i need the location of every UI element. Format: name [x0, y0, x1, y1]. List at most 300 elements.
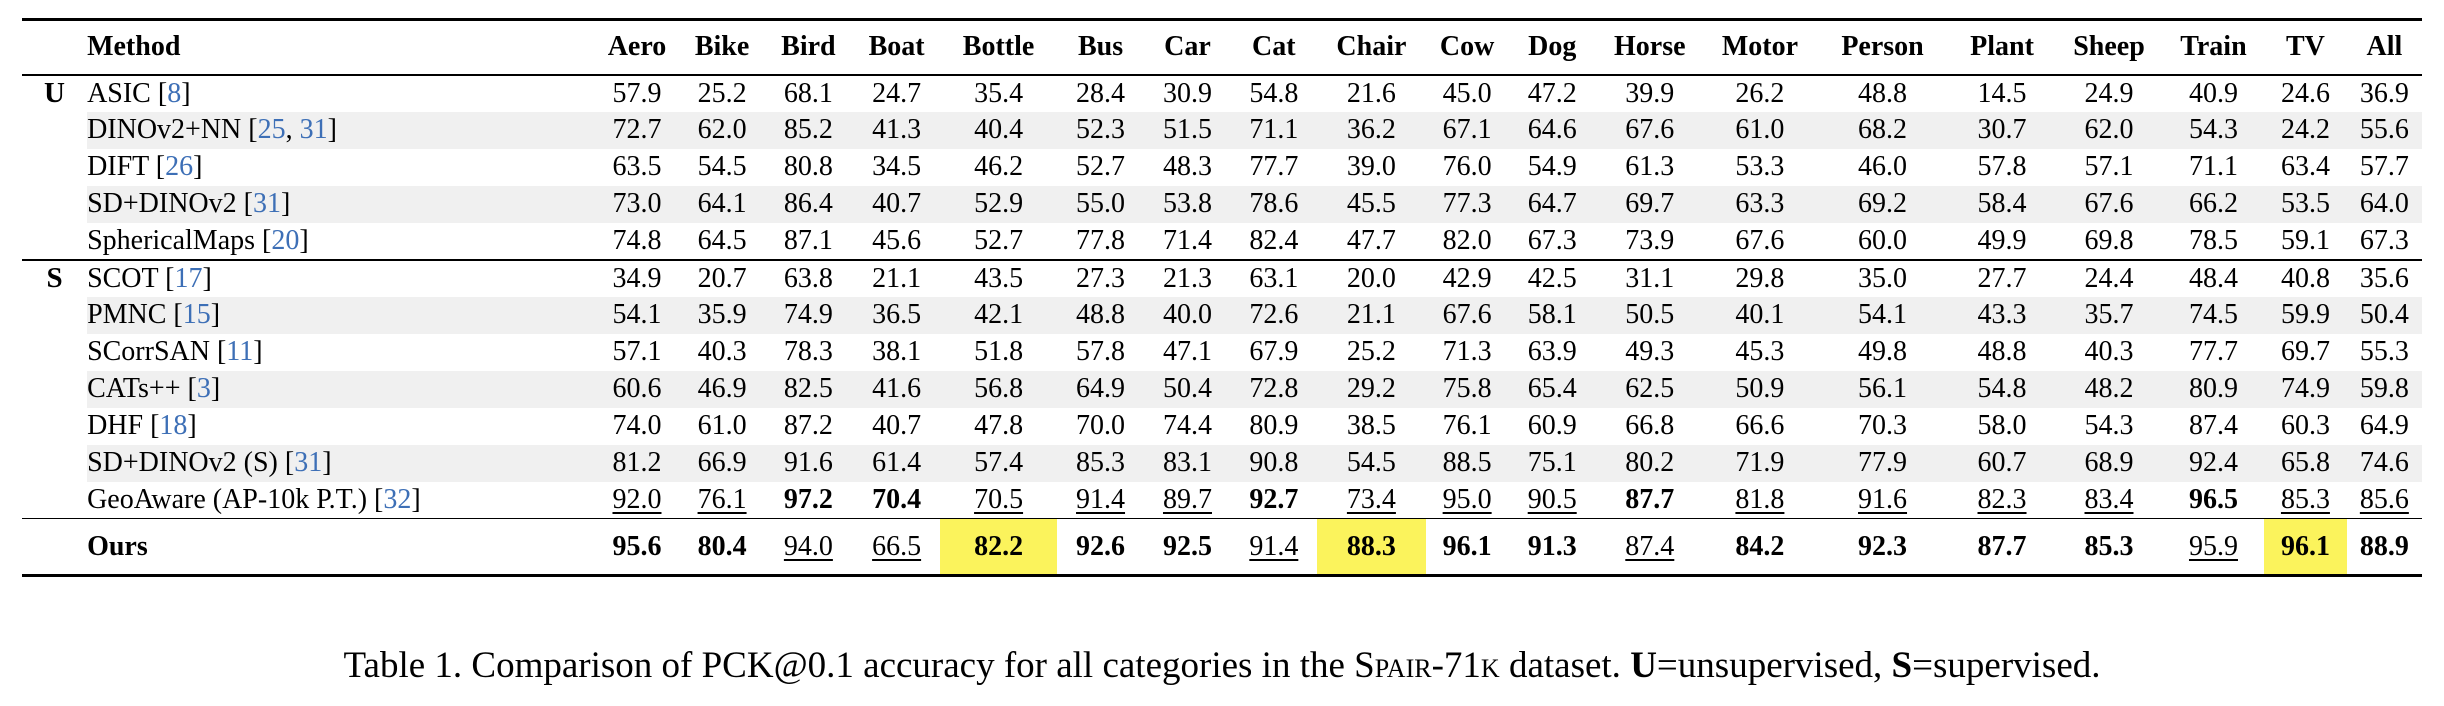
score-cell: 87.4 [2188, 410, 2238, 441]
method-name: SphericalMaps [20] [87, 224, 309, 256]
score-cell: 67.1 [1426, 112, 1509, 149]
score-cell: 57.8 [1977, 151, 2027, 182]
table-caption [0, 644, 2444, 687]
score-cell: 53.8 [1144, 186, 1230, 223]
score-cell: 31.1 [1596, 260, 1704, 297]
score-cell: 78.5 [2188, 224, 2238, 256]
score-cell: 54.8 [1249, 77, 1299, 109]
method-label: SD+DINOv2 (S) [ [87, 447, 295, 478]
table-row [22, 482, 2422, 519]
score-cell: 48.2 [2055, 371, 2163, 408]
score-cell [680, 482, 764, 519]
caption-u-label: U [1630, 645, 1657, 686]
score-value: 83.4 [2084, 483, 2134, 515]
score-cell: 63.1 [1231, 260, 1317, 297]
score-cell: 52.7 [974, 224, 1024, 256]
score-cell [2347, 482, 2422, 519]
score-cell: 80.2 [1596, 445, 1704, 482]
score-cell: 51.5 [1144, 112, 1230, 149]
score-cell: 72.6 [1231, 297, 1317, 334]
score-cell: 55.0 [1057, 186, 1145, 223]
score-cell: 46.9 [680, 371, 764, 408]
score-cell: 70.4 [872, 483, 922, 515]
score-cell: 60.3 [2280, 410, 2330, 441]
score-cell: 76.0 [1442, 151, 1492, 182]
score-cell: 57.8 [1076, 336, 1126, 367]
score-cell: 29.2 [1317, 371, 1426, 408]
score-cell: 41.6 [853, 371, 941, 408]
score-cell: 72.7 [594, 112, 680, 149]
score-cell: 38.5 [1346, 410, 1396, 441]
score-value: 92.0 [612, 483, 662, 515]
score-cell: 24.7 [872, 77, 922, 109]
score-cell [1231, 519, 1317, 576]
score-cell: 67.9 [1249, 336, 1299, 367]
score-cell: 87.7 [1625, 483, 1675, 515]
column-header: TV [2264, 20, 2347, 75]
citation-link[interactable]: 31 [294, 447, 323, 478]
table-row [22, 260, 2422, 297]
score-cell: 34.5 [872, 151, 922, 182]
score-cell: 62.5 [1596, 371, 1704, 408]
table-row [22, 334, 2422, 371]
score-cell: 65.8 [2264, 445, 2347, 482]
score-cell: 54.1 [1816, 297, 1949, 334]
score-cell: 74.4 [1162, 410, 1212, 441]
column-header: Bottle [940, 20, 1056, 75]
score-cell: 59.1 [2280, 224, 2330, 256]
score-cell: 60.7 [1949, 445, 2055, 482]
score-cell: 72.8 [1231, 371, 1317, 408]
method-name: SCOT [17] [87, 260, 594, 297]
score-cell: 41.3 [853, 112, 941, 149]
score-cell: 84.2 [1704, 519, 1817, 576]
score-cell [1949, 482, 2055, 519]
citation-link[interactable]: 11 [226, 336, 254, 367]
score-cell: 70.0 [1076, 410, 1126, 441]
score-cell: 48.8 [1977, 336, 2027, 367]
score-value: 95.9 [2188, 530, 2238, 562]
score-cell: 40.7 [853, 186, 941, 223]
score-cell: 40.1 [1704, 297, 1817, 334]
score-cell: 21.1 [1317, 297, 1426, 334]
score-value: 76.1 [697, 483, 747, 515]
score-value: 89.7 [1162, 483, 1212, 515]
score-cell: 61.0 [697, 410, 747, 441]
score-cell: 60.9 [1527, 410, 1577, 441]
citation-link[interactable]: 3 [196, 373, 211, 404]
column-header: Horse [1596, 20, 1704, 75]
score-cell: 71.4 [1162, 224, 1212, 256]
score-cell: 40.0 [1144, 297, 1230, 334]
column-header: Dog [1508, 20, 1596, 75]
score-value: 94.0 [783, 530, 833, 562]
score-cell: 60.6 [594, 371, 680, 408]
score-cell: 28.4 [1076, 77, 1126, 109]
score-cell: 77.3 [1426, 186, 1509, 223]
method-name: Ours [87, 519, 594, 576]
method-name: DHF [18] [87, 410, 197, 441]
score-cell: 36.2 [1317, 112, 1426, 149]
score-cell: 53.5 [2264, 186, 2347, 223]
score-cell: 25.2 [697, 77, 747, 109]
score-cell: 63.5 [612, 151, 662, 182]
score-cell: 43.5 [940, 260, 1056, 297]
score-cell [1596, 519, 1704, 576]
score-cell: 52.3 [1057, 112, 1145, 149]
score-cell: 26.2 [1735, 77, 1785, 109]
method-label: GeoAware (AP-10k P.T.) [ [87, 483, 384, 515]
results-table [22, 18, 2422, 577]
method-label: SCOT [ [87, 262, 175, 294]
score-cell: 71.3 [1442, 336, 1492, 367]
header-row [22, 20, 2422, 75]
score-cell: 78.6 [1231, 186, 1317, 223]
score-cell: 92.3 [1816, 519, 1949, 576]
citation-link[interactable]: 26 [165, 151, 194, 182]
score-cell: 64.7 [1508, 186, 1596, 223]
score-cell: 54.1 [594, 297, 680, 334]
ours-row [22, 519, 2422, 576]
score-cell: 47.2 [1527, 77, 1577, 109]
score-cell: 53.3 [1735, 151, 1785, 182]
score-cell: 48.8 [1858, 77, 1908, 109]
score-cell: 55.6 [2347, 112, 2422, 149]
score-cell: 54.3 [2163, 112, 2264, 149]
score-cell: 95.6 [594, 519, 680, 576]
score-cell: 25.2 [1346, 336, 1396, 367]
score-cell: 47.8 [974, 410, 1024, 441]
table-row [22, 297, 2422, 334]
score-cell: 42.1 [940, 297, 1056, 334]
method-name: SD+DINOv2 [31] [87, 186, 594, 223]
score-cell: 87.2 [783, 410, 833, 441]
score-cell [2055, 482, 2163, 519]
score-cell: 45.0 [1442, 77, 1492, 109]
score-cell [1317, 482, 1426, 519]
score-cell: 74.9 [764, 297, 853, 334]
table-row [22, 371, 2422, 408]
score-cell: 88.3 [1317, 519, 1426, 576]
score-cell: 63.4 [2280, 151, 2330, 182]
column-header: Cow [1426, 20, 1509, 75]
column-header: Person [1816, 20, 1949, 75]
score-cell: 24.6 [2280, 77, 2330, 109]
score-cell [853, 519, 941, 576]
score-cell: 40.9 [2188, 77, 2238, 109]
score-cell: 20.0 [1317, 260, 1426, 297]
score-cell: 91.3 [1508, 519, 1596, 576]
score-cell: 70.3 [1858, 410, 1908, 441]
score-cell: 58.0 [1977, 410, 2027, 441]
score-cell: 87.7 [1949, 519, 2055, 576]
method-label: SCorrSAN [ [87, 336, 227, 367]
score-cell: 34.9 [594, 260, 680, 297]
score-cell: 88.5 [1426, 445, 1509, 482]
score-cell: 45.6 [872, 224, 922, 256]
score-cell: 67.6 [1735, 224, 1785, 256]
score-cell: 69.2 [1816, 186, 1949, 223]
score-cell: 74.8 [612, 224, 662, 256]
citation-link[interactable]: 32 [383, 483, 412, 515]
score-cell: 73.9 [1625, 224, 1675, 256]
score-cell: 47.1 [1162, 336, 1212, 367]
method-label: DINOv2+NN [ [87, 114, 258, 145]
score-cell: 88.9 [2347, 519, 2422, 576]
score-cell: 76.1 [1442, 410, 1492, 441]
table-row [22, 112, 2422, 149]
score-cell: 45.3 [1735, 336, 1785, 367]
score-cell: 68.1 [783, 77, 833, 109]
score-cell: 69.8 [2084, 224, 2134, 256]
score-cell: 80.8 [783, 151, 833, 182]
score-value: 70.5 [974, 483, 1024, 515]
score-cell: 64.9 [1057, 371, 1145, 408]
score-cell: 49.8 [1858, 336, 1908, 367]
score-cell: 35.0 [1816, 260, 1949, 297]
column-header: Sheep [2055, 20, 2163, 75]
score-cell: 74.5 [2163, 297, 2264, 334]
citation-link[interactable]: 18 [159, 410, 188, 441]
score-cell: 66.8 [1625, 410, 1675, 441]
score-cell: 71.1 [1231, 112, 1317, 149]
method-name: DINOv2+NN [25, 31] [87, 112, 594, 149]
citation-link[interactable]: 31 [252, 188, 281, 219]
score-value: 90.5 [1527, 483, 1577, 515]
score-cell: 96.5 [2188, 483, 2238, 515]
score-cell: 63.8 [764, 260, 853, 297]
score-cell: 66.9 [680, 445, 764, 482]
method-name: GeoAware (AP-10k P.T.) [32] [87, 483, 421, 515]
group-header-cell [22, 20, 87, 75]
score-cell: 57.9 [612, 77, 662, 109]
score-cell: 68.9 [2055, 445, 2163, 482]
score-cell [764, 519, 853, 576]
score-cell [2163, 519, 2264, 576]
score-cell: 63.9 [1527, 336, 1577, 367]
score-cell: 35.9 [680, 297, 764, 334]
score-cell: 50.9 [1704, 371, 1817, 408]
score-cell: 64.1 [680, 186, 764, 223]
score-cell: 96.1 [2264, 519, 2347, 576]
score-cell: 40.4 [940, 112, 1056, 149]
caption-dataset-smallcaps: pair [1374, 645, 1432, 686]
score-cell: 48.4 [2163, 260, 2264, 297]
score-cell [1144, 482, 1230, 519]
score-cell: 40.3 [2084, 336, 2134, 367]
score-cell: 63.3 [1704, 186, 1817, 223]
score-cell: 24.4 [2055, 260, 2163, 297]
score-cell: 69.7 [2280, 336, 2330, 367]
method-label: DIFT [ [87, 151, 166, 182]
citation-link[interactable]: 31 [299, 114, 328, 145]
score-cell: 64.0 [2347, 186, 2422, 223]
column-header: Motor [1704, 20, 1817, 75]
score-cell: 85.3 [2055, 519, 2163, 576]
score-cell [1508, 482, 1596, 519]
score-cell: 24.2 [2264, 112, 2347, 149]
score-cell: 77.9 [1816, 445, 1949, 482]
score-cell: 90.8 [1231, 445, 1317, 482]
column-header: Cat [1231, 20, 1317, 75]
score-cell: 80.9 [1249, 410, 1299, 441]
score-value: 95.0 [1442, 483, 1492, 515]
score-cell: 64.6 [1508, 112, 1596, 149]
score-cell: 36.9 [2359, 77, 2409, 109]
score-cell: 61.4 [853, 445, 941, 482]
score-cell: 77.7 [2188, 336, 2238, 367]
score-cell [940, 482, 1056, 519]
score-cell: 68.2 [1816, 112, 1949, 149]
table-row [22, 445, 2422, 482]
unsupervised-group [22, 75, 2422, 260]
method-name: CATs++ [3] [87, 371, 594, 408]
score-cell: 58.1 [1508, 297, 1596, 334]
table-row [22, 223, 2422, 260]
score-cell: 73.0 [594, 186, 680, 223]
score-cell: 49.9 [1977, 224, 2027, 256]
citation-link[interactable]: 20 [271, 224, 300, 256]
score-cell: 96.1 [1426, 519, 1509, 576]
method-label: SD+DINOv2 [ [87, 188, 253, 219]
score-cell: 45.5 [1317, 186, 1426, 223]
score-cell: 52.7 [1076, 151, 1126, 182]
score-cell: 86.4 [764, 186, 853, 223]
table-row [22, 75, 2422, 112]
score-cell: 54.8 [1949, 371, 2055, 408]
score-cell: 60.0 [1858, 224, 1908, 256]
score-cell: 71.1 [2188, 151, 2238, 182]
score-cell: 83.1 [1144, 445, 1230, 482]
column-header: Car [1144, 20, 1230, 75]
score-cell: 66.2 [2163, 186, 2264, 223]
score-value: 85.6 [2359, 483, 2409, 515]
score-cell: 21.6 [1346, 77, 1396, 109]
score-cell: 40.7 [872, 410, 922, 441]
score-cell: 21.3 [1144, 260, 1230, 297]
score-value: 91.6 [1858, 483, 1908, 515]
score-cell: 51.8 [974, 336, 1024, 367]
score-cell [1057, 482, 1145, 519]
supervised-group [22, 260, 2422, 519]
score-cell: 69.7 [1596, 186, 1704, 223]
score-cell: 43.3 [1949, 297, 2055, 334]
score-cell: 39.0 [1346, 151, 1396, 182]
caption-after: dataset. [1499, 645, 1631, 686]
score-cell: 74.6 [2347, 445, 2422, 482]
column-header: All [2347, 20, 2422, 75]
score-cell: 87.1 [783, 224, 833, 256]
score-cell: 67.6 [1426, 297, 1509, 334]
score-cell: 48.3 [1162, 151, 1212, 182]
caption-s-label: S [1891, 645, 1913, 686]
caption-dataset-number: -71 [1431, 645, 1481, 686]
score-cell: 64.9 [2359, 410, 2409, 441]
score-cell: 29.8 [1704, 260, 1817, 297]
group-label: S [22, 260, 87, 297]
score-cell [1426, 482, 1509, 519]
citation-link[interactable]: 17 [174, 262, 203, 294]
score-cell: 39.9 [1625, 77, 1675, 109]
score-cell: 46.0 [1858, 151, 1908, 182]
score-cell: 35.6 [2347, 260, 2422, 297]
score-cell: 24.9 [2084, 77, 2134, 109]
table-row [22, 149, 2422, 186]
score-cell: 49.3 [1625, 336, 1675, 367]
score-cell: 92.7 [1249, 483, 1299, 515]
score-cell: 85.3 [1057, 445, 1145, 482]
score-cell [1704, 482, 1817, 519]
method-name: ASIC [8] [87, 77, 191, 109]
score-cell: 77.8 [1076, 224, 1126, 256]
citation-link[interactable]: 15 [182, 299, 211, 330]
score-cell: 59.8 [2347, 371, 2422, 408]
citation-link[interactable]: 8 [167, 77, 182, 109]
method-name: SD+DINOv2 (S) [31] [87, 445, 594, 482]
method-label: CATs++ [ [87, 373, 197, 404]
method-name: SCorrSAN [11] [87, 336, 263, 367]
score-cell: 65.4 [1508, 371, 1596, 408]
score-cell: 75.8 [1426, 371, 1509, 408]
score-cell: 71.9 [1704, 445, 1817, 482]
score-cell: 74.0 [612, 410, 662, 441]
score-cell: 50.4 [2347, 297, 2422, 334]
score-cell: 42.5 [1508, 260, 1596, 297]
score-value: 73.4 [1346, 483, 1396, 515]
score-cell: 30.7 [1949, 112, 2055, 149]
score-cell: 36.5 [853, 297, 941, 334]
score-cell: 30.9 [1162, 77, 1212, 109]
caption-u-text: =unsupervised, [1656, 645, 1892, 686]
score-cell: 54.5 [1317, 445, 1426, 482]
score-value: 82.3 [1977, 483, 2027, 515]
score-cell: 92.4 [2163, 445, 2264, 482]
column-header: Train [2163, 20, 2264, 75]
score-cell: 38.1 [872, 336, 922, 367]
score-cell: 27.3 [1057, 260, 1145, 297]
score-cell: 61.0 [1704, 112, 1817, 149]
caption-prefix: Table 1. Comparison of PCK@0.1 accuracy for all categories in the S [343, 645, 1375, 686]
score-cell: 77.7 [1249, 151, 1299, 182]
table-row [22, 186, 2422, 223]
score-cell [2264, 482, 2347, 519]
ours-group [22, 519, 2422, 576]
score-cell: 97.2 [783, 483, 833, 515]
score-cell: 92.5 [1144, 519, 1230, 576]
score-cell: 20.7 [680, 260, 764, 297]
score-cell: 40.3 [697, 336, 747, 367]
method-label: PMNC [ [87, 299, 183, 330]
score-cell: 67.6 [2055, 186, 2163, 223]
score-cell [594, 482, 680, 519]
score-cell: 82.5 [764, 371, 853, 408]
score-cell: 75.1 [1508, 445, 1596, 482]
method-label: SphericalMaps [ [87, 224, 272, 256]
column-header: Method [87, 20, 594, 75]
score-cell: 46.2 [974, 151, 1024, 182]
score-cell: 85.2 [764, 112, 853, 149]
score-cell: 42.9 [1426, 260, 1509, 297]
score-cell: 27.7 [1949, 260, 2055, 297]
method-name: DIFT [26] [87, 151, 203, 182]
score-cell: 74.9 [2264, 371, 2347, 408]
score-cell: 66.6 [1735, 410, 1785, 441]
score-cell: 52.9 [940, 186, 1056, 223]
citation-link[interactable]: 25 [257, 114, 286, 145]
score-cell: 58.4 [1949, 186, 2055, 223]
score-cell: 48.8 [1057, 297, 1145, 334]
caption-dataset-suffix: k [1480, 645, 1500, 686]
